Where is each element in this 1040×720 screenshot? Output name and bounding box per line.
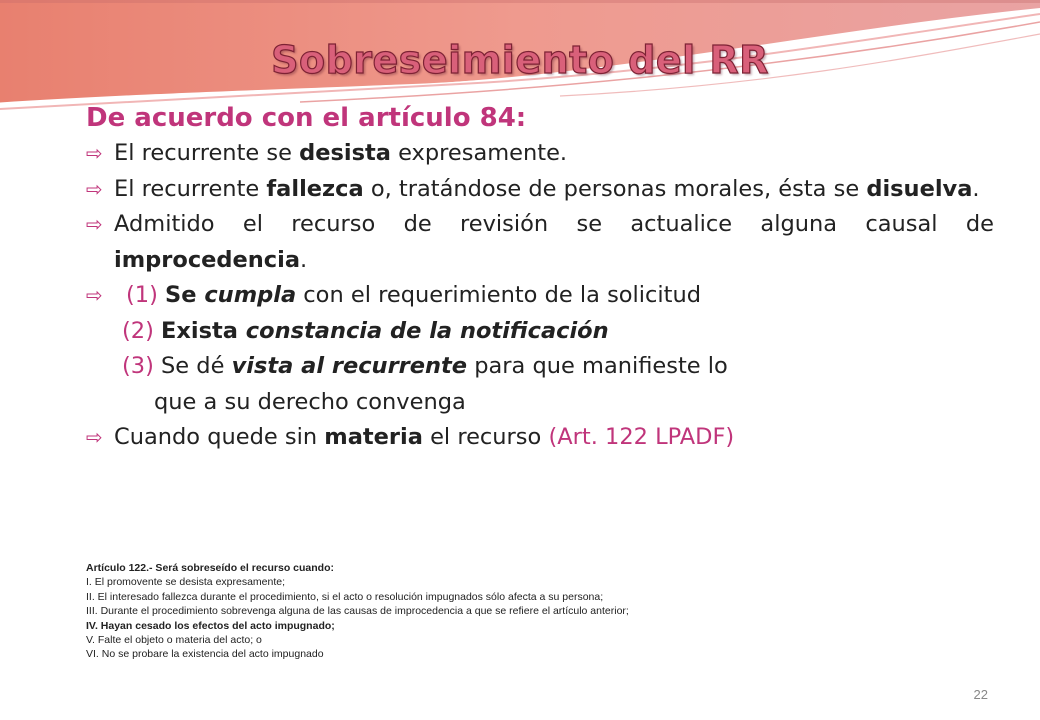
article-line: V. Falte el objeto o materia del acto; o bbox=[86, 634, 262, 647]
sub-item-constancia bbox=[86, 314, 994, 350]
bullet-bold: Exista bbox=[161, 317, 246, 344]
bullet-desista bbox=[86, 136, 994, 172]
slide-title: Sobreseimiento del RR bbox=[271, 38, 769, 82]
bullet-bold-italic: constancia de la notificación bbox=[245, 317, 609, 344]
article-line: IV. Hayan cesado los efectos del acto impugnado; bbox=[86, 619, 335, 632]
bullet-improcedencia bbox=[86, 207, 994, 278]
item-number: (2) bbox=[122, 317, 154, 344]
section-heading: De acuerdo con el artículo 84: bbox=[86, 103, 527, 133]
bullet-bold-italic: cumpla bbox=[204, 282, 297, 308]
bullet-text: expresamente. bbox=[390, 140, 568, 166]
bullet-requerimiento bbox=[86, 278, 994, 314]
bullet-text: El recurrente se bbox=[114, 140, 300, 166]
page-number: 22 bbox=[973, 687, 988, 702]
article-line: I. El promovente se desista expresamente; bbox=[86, 576, 286, 589]
right-arrow-icon: ⇨ bbox=[86, 212, 103, 236]
sub-item-vista-continuation: que a su derecho convenga bbox=[154, 388, 466, 415]
bullet-text: o, tratándose de personas morales, ésta se bbox=[363, 175, 867, 202]
bullet-bold: fallezca bbox=[266, 175, 364, 202]
right-arrow-icon: ⇨ bbox=[86, 283, 103, 307]
article-title: Artículo 122.- Será sobreseído el recurso cuando: bbox=[86, 562, 334, 574]
bullet-text: . bbox=[300, 246, 308, 273]
article-line: II. El interesado fallezca durante el procedimiento, si el acto o resolución impugnados sólo afecta a su persona; bbox=[86, 590, 604, 603]
bullet-bold: materia bbox=[324, 424, 423, 450]
bullet-text: Admitido el recurso de revisión se actualice alguna causal de bbox=[114, 211, 994, 237]
item-number: (1) bbox=[126, 282, 158, 308]
bullet-bold-italic: vista al recurrente bbox=[231, 353, 468, 379]
bullet-text: El recurrente bbox=[114, 175, 267, 202]
sub-item-vista bbox=[86, 349, 994, 385]
bullet-text: el recurso bbox=[422, 424, 549, 450]
bullet-fallezca bbox=[86, 172, 994, 208]
bullet-bold: desista bbox=[299, 140, 391, 166]
article-line: VI. No se probare la existencia del acto impugnado bbox=[86, 648, 324, 661]
bullet-text: con el requerimiento de la solicitud bbox=[296, 282, 702, 308]
article-122-text bbox=[86, 561, 986, 662]
slide-content bbox=[86, 100, 994, 456]
article-reference: (Art. 122 LPADF) bbox=[548, 424, 735, 450]
right-arrow-icon: ⇨ bbox=[86, 141, 103, 165]
bullet-text: . bbox=[972, 175, 980, 202]
bullet-bold: disuelva bbox=[866, 175, 973, 202]
article-line: III. Durante el procedimiento sobrevenga alguna de las causas de improcedencia a que se refiere el artículo anterior; bbox=[86, 605, 629, 618]
right-arrow-icon: ⇨ bbox=[86, 425, 103, 449]
bullet-text: Se dé bbox=[153, 353, 232, 379]
right-arrow-icon: ⇨ bbox=[86, 176, 103, 201]
bullet-bold: improcedencia bbox=[114, 246, 301, 273]
item-number: (3) bbox=[122, 353, 154, 379]
bullet-materia bbox=[86, 420, 994, 456]
bullet-bold: Se bbox=[165, 282, 205, 308]
bullet-text: para que manifieste lo bbox=[467, 353, 728, 379]
bullet-text: Cuando quede sin bbox=[114, 424, 325, 450]
